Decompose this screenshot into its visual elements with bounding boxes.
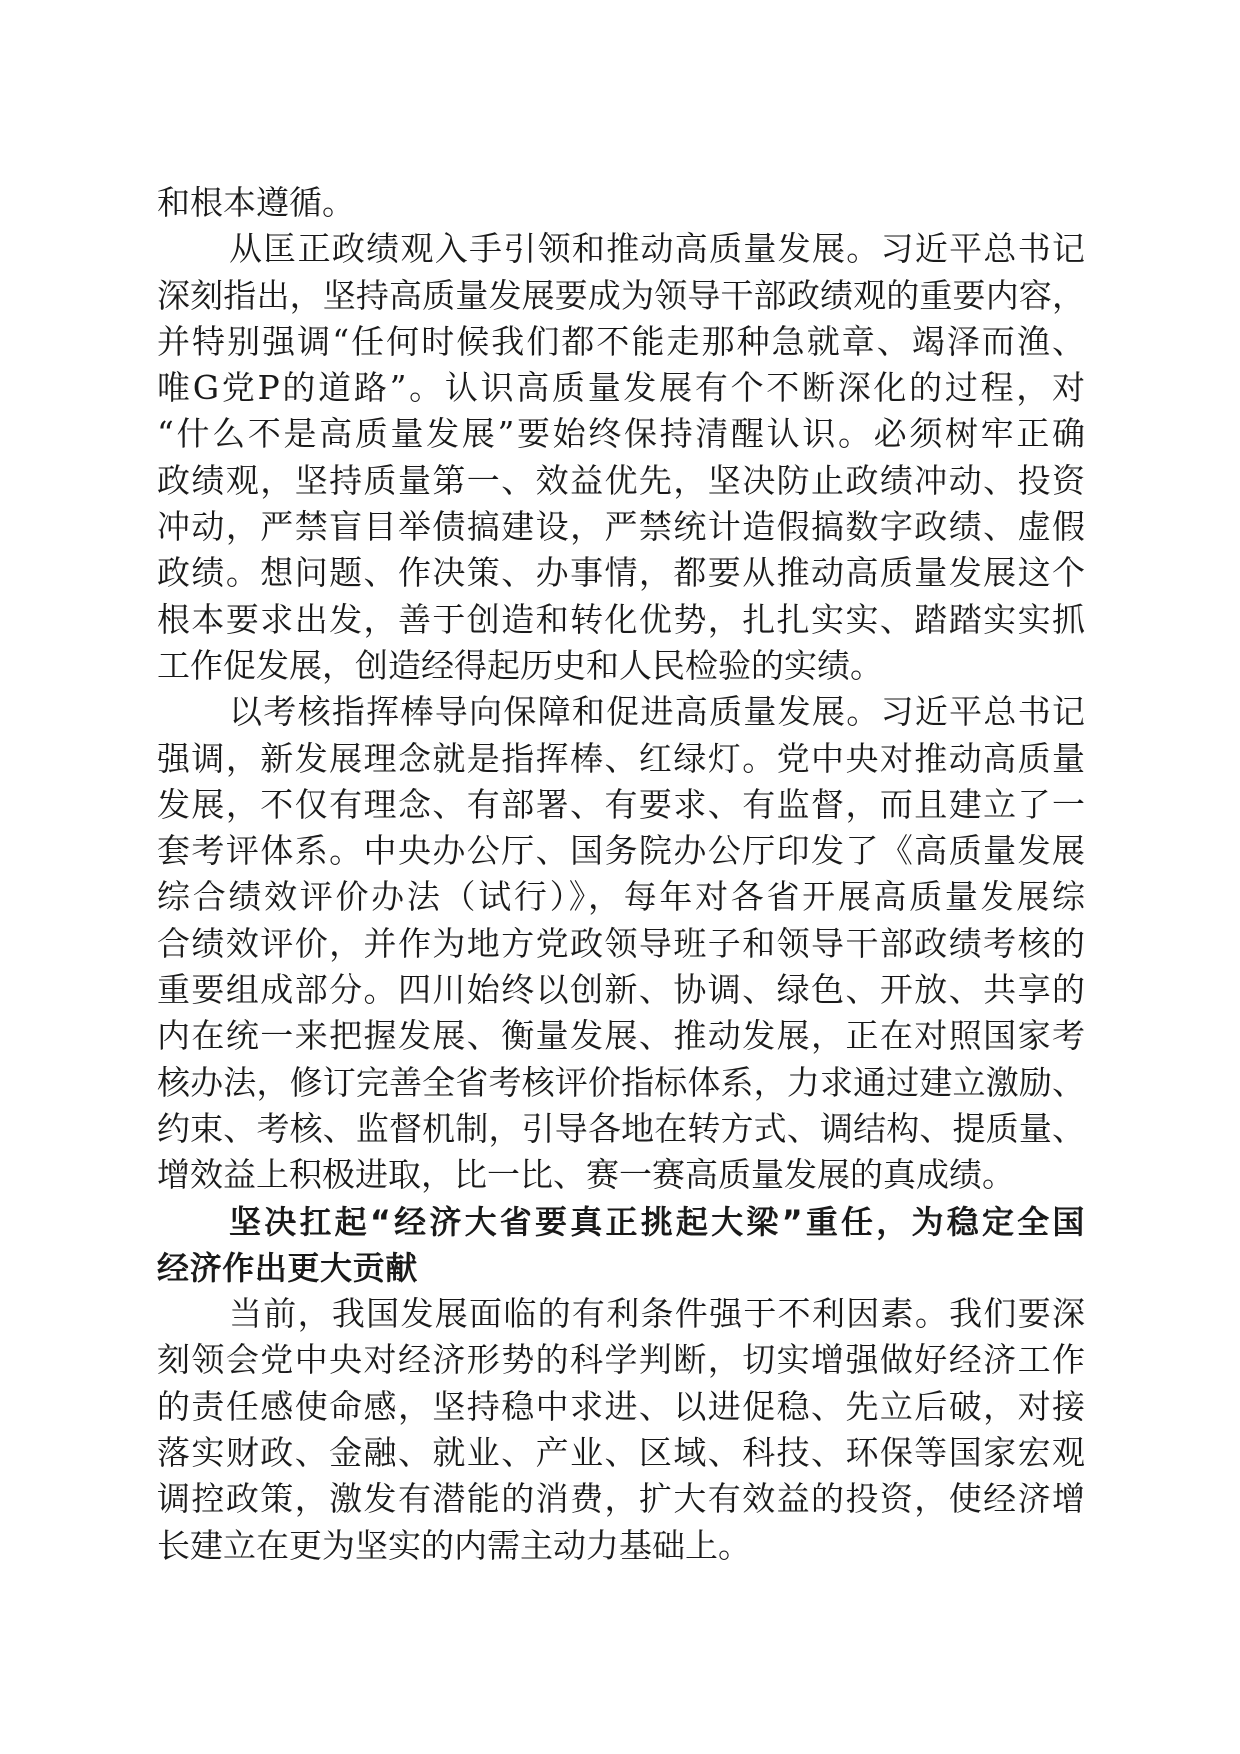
text-line: 合绩效评价，并作为地方党政领导班子和领导干部政绩考核的: [157, 923, 1085, 963]
text-line: 长建立在更为坚实的内需主动力基础上。: [157, 1525, 751, 1565]
text-line: 强调，新发展理念就是指挥棒、红绿灯。党中央对推动高质量: [157, 738, 1085, 778]
paragraph-political-performance: [157, 226, 1085, 689]
text-line: 深刻指出，坚持高质量发展要成为领导干部政绩观的重要内容，: [157, 275, 1085, 315]
text-line: 政绩观，坚持质量第一、效益优先，坚决防止政绩冲动、投资: [157, 460, 1085, 500]
text-line: 冲动，严禁盲目举债搞建设，严禁统计造假搞数字政绩、虚假: [157, 507, 1085, 547]
heading-line: 经济作出更大贡献: [157, 1248, 418, 1287]
text-line: 发展，不仅有理念、有部署、有要求、有监督，而且建立了一: [157, 784, 1085, 824]
text-line: 以考核指挥棒导向保障和促进高质量发展。习近平总书记: [229, 692, 1085, 732]
text-line: 套考评体系。中央办公厅、国务院办公厅印发了《高质量发展: [157, 831, 1085, 871]
text-line: 的责任感使命感，坚持稳中求进、以进促稳、先立后破，对接: [157, 1386, 1085, 1426]
text-line: 综合绩效评价办法（试行）》，每年对各省开展高质量发展综: [157, 877, 1085, 917]
paragraph-continuation: [157, 180, 1085, 226]
text-line: 和根本遵循。: [157, 183, 355, 222]
text-line: 从匡正政绩观入手引领和推动高质量发展。习近平总书记: [229, 229, 1085, 269]
text-line: 增效益上积极进取，比一比、赛一赛高质量发展的真成绩。: [157, 1155, 1015, 1195]
text-line: 当前，我国发展面临的有利条件强于不利因素。我们要深: [229, 1294, 1085, 1334]
text-line: 内在统一来把握发展、衡量发展、推动发展，正在对照国家考: [157, 1016, 1085, 1056]
text-line: “什么不是高质量发展”要始终保持清醒认识。必须树牢正确: [157, 414, 1085, 454]
text-line: 根本要求出发，善于创造和转化优势，扎扎实实、踏踏实实抓: [157, 599, 1085, 639]
paragraph-assessment-baton: [157, 689, 1085, 1198]
text-line: 落实财政、金融、就业、产业、区域、科技、环保等国家宏观: [157, 1433, 1085, 1473]
text-line: 并特别强调“任何时候我们都不能走那种急就章、竭泽而渔、: [157, 321, 1085, 361]
text-line: 唯G党P的道路”。认识高质量发展有个不断深化的过程，对: [157, 368, 1085, 408]
section-heading: [157, 1199, 1085, 1292]
heading-line: 坚决扛起“经济大省要真正挑起大梁”重任，为稳定全国: [229, 1202, 1085, 1241]
text-line: 调控政策，激发有潜能的消费，扩大有效益的投资，使经济增: [157, 1479, 1085, 1519]
paragraph-economic-situation: [157, 1291, 1085, 1569]
text-line: 重要组成部分。四川始终以创新、协调、绿色、开放、共享的: [157, 970, 1085, 1010]
text-line: 约束、考核、监督机制，引导各地在转方式、调结构、提质量、: [157, 1108, 1085, 1148]
text-line: 刻领会党中央对经济形势的科学判断，切实增强做好经济工作: [157, 1340, 1085, 1380]
document-page: [157, 180, 1085, 1569]
text-line: 工作促发展，创造经得起历史和人民检验的实绩。: [157, 645, 883, 685]
text-line: 政绩。想问题、作决策、办事情，都要从推动高质量发展这个: [157, 553, 1085, 593]
text-line: 核办法，修订完善全省考核评价指标体系，力求通过建立激励、: [157, 1062, 1085, 1102]
